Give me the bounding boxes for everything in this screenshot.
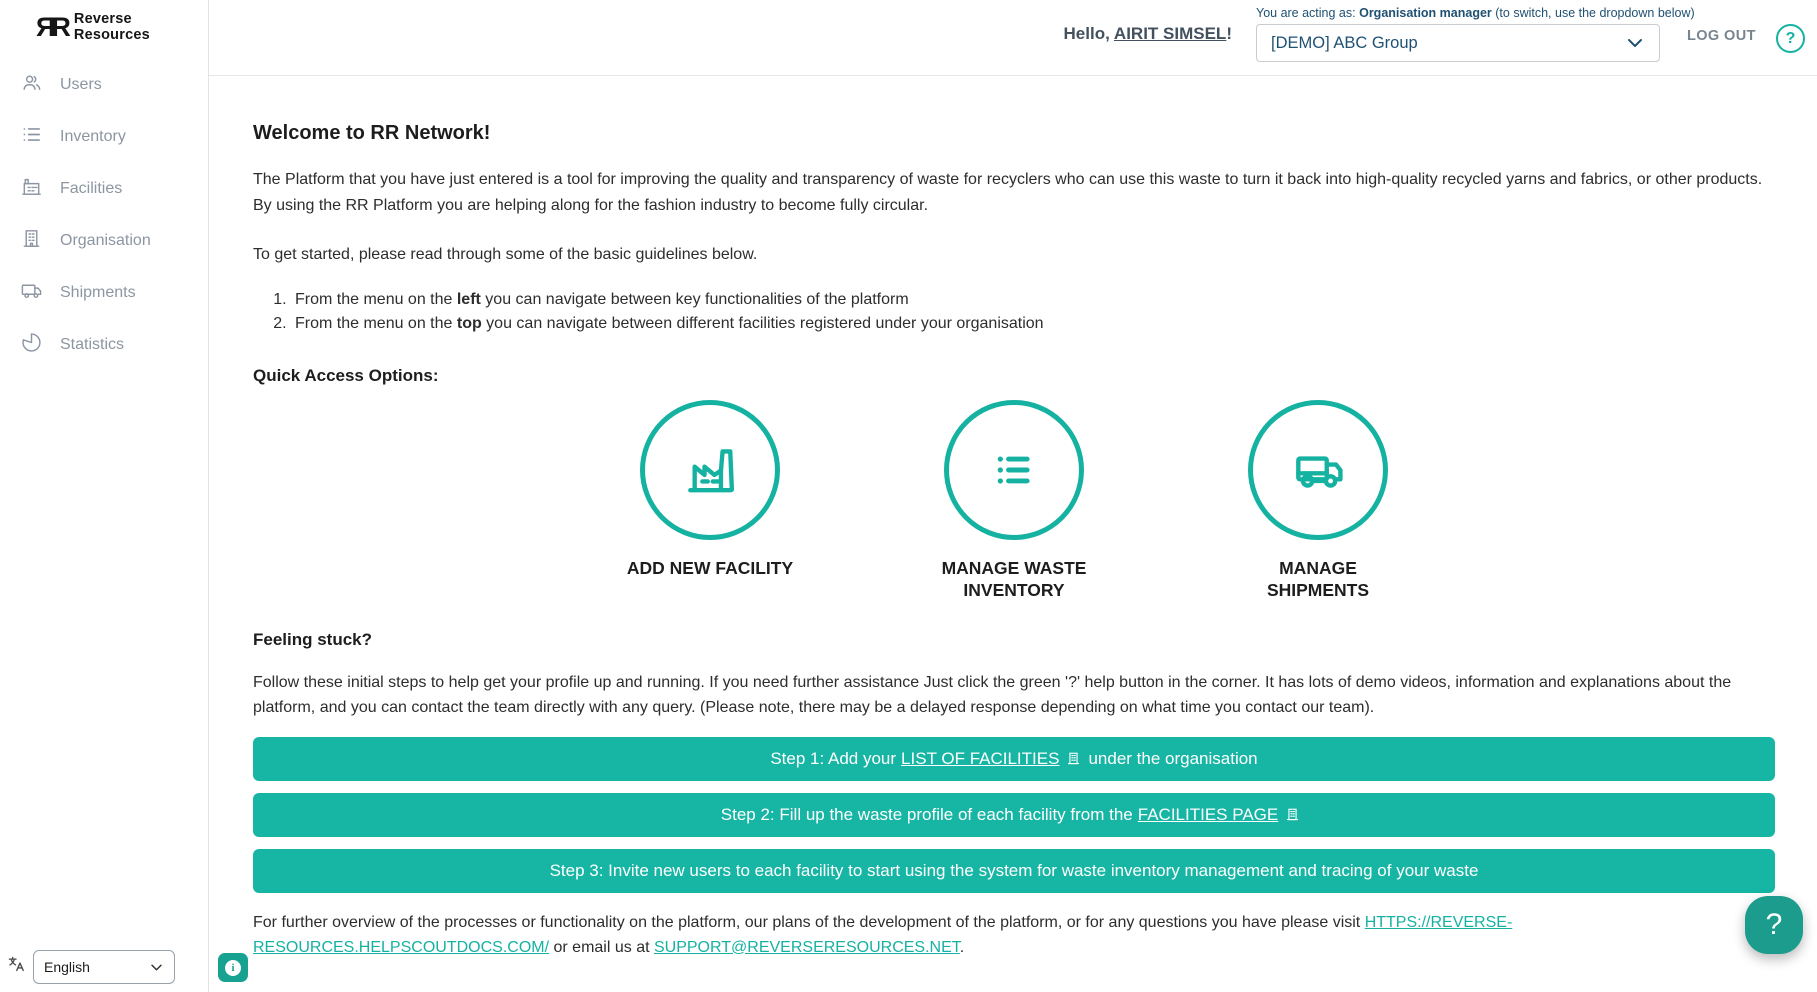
sidebar-item-facilities[interactable]	[0, 163, 208, 215]
feeling-stuck-title: Feeling stuck?	[253, 629, 373, 649]
rr-monogram-icon: ЯR	[36, 12, 67, 43]
shipments-icon	[20, 279, 43, 307]
sidebar-item-label: Inventory	[60, 128, 126, 146]
sidebar-item-label: Facilities	[60, 180, 123, 198]
sidebar-item-statistics[interactable]	[0, 319, 208, 371]
feeling-stuck-paragraph: Follow these initial steps to help get your profile up and running. If you need further assistance Just click the green '?' help button in the corner. It has lots of demo videos, information and explanations about the platform, and you can contact the team directly with any query. (Please note, there may be a delayed response depending on what time you contact our team).	[253, 673, 1732, 717]
quick-access-title: Quick Access Options:	[253, 365, 439, 385]
quick-access-label: ADD NEW FACILITY	[626, 557, 794, 578]
sidebar-item-label: Statistics	[60, 336, 125, 354]
guideline-bold: left	[456, 290, 481, 308]
acting-as-hint: (to switch, use the dropdown below)	[1491, 6, 1695, 20]
add-new-facility-card[interactable]	[580, 400, 840, 602]
guideline-text: From the menu on the	[295, 314, 457, 332]
footer-text: or email us at	[549, 938, 654, 956]
helpscout-docs-link[interactable]: HTTPS://REVERSE-RESOURCES.HELPSCOUTDOCS.COM/	[253, 913, 1513, 956]
guideline-text: you can navigate between key functionalities of the platform	[480, 290, 909, 308]
sidebar-item-organisation[interactable]	[0, 215, 208, 267]
building-icon	[1285, 807, 1300, 822]
sidebar-item-label: Users	[60, 76, 102, 94]
info-button[interactable]	[218, 953, 248, 982]
manage-waste-inventory-card[interactable]	[884, 400, 1144, 602]
list-item	[291, 288, 1775, 312]
greeting-suffix: !	[1226, 24, 1232, 43]
inventory-icon	[20, 123, 43, 151]
users-icon	[20, 71, 43, 99]
quick-access-label: MANAGE SHIPMENTS	[1266, 557, 1370, 600]
facilities-icon	[20, 175, 43, 203]
step-text: Step 1: Add your	[770, 748, 897, 768]
greeting	[1064, 24, 1232, 44]
user-name-link[interactable]: AIRIT SIMSEL	[1113, 24, 1227, 43]
footer-paragraph	[253, 911, 1775, 961]
reverse-resources-logo	[0, 0, 208, 43]
guideline-text: From the menu on the	[295, 290, 457, 308]
chevron-down-icon	[149, 960, 164, 975]
guidelines-list	[253, 288, 1775, 336]
step1-facilities-link[interactable]: LIST OF FACILITIES	[901, 748, 1060, 768]
chevron-down-icon	[1625, 33, 1645, 53]
help-icon[interactable]: ?	[1776, 24, 1805, 53]
step3-button[interactable]	[253, 849, 1775, 893]
step1-button[interactable]	[253, 737, 1775, 781]
sidebar-item-shipments[interactable]	[0, 267, 208, 319]
step2-button[interactable]	[253, 793, 1775, 837]
acting-as-prefix: You are acting as:	[1256, 6, 1360, 20]
info-icon: i	[225, 960, 241, 976]
organisation-dropdown-value: [DEMO] ABC Group	[1271, 33, 1418, 52]
factory-icon	[640, 400, 780, 540]
acting-as-label	[1256, 6, 1695, 20]
sidebar-item-label: Shipments	[60, 284, 136, 302]
translate-icon	[7, 955, 26, 979]
quick-access-row	[253, 400, 1775, 602]
sidebar-nav	[0, 59, 208, 371]
support-email-link[interactable]: SUPPORT@REVERSERESOURCES.NET	[653, 938, 960, 956]
organisation-icon	[20, 227, 43, 255]
acting-as-role: Organisation manager	[1359, 6, 1492, 20]
list-item	[291, 312, 1775, 336]
logout-button[interactable]: LOG OUT	[1687, 28, 1756, 44]
organisation-dropdown[interactable]	[1256, 24, 1660, 62]
guideline-bold: top	[456, 314, 482, 332]
sidebar-item-label: Organisation	[60, 232, 151, 250]
step-text: under the organisation	[1088, 748, 1258, 768]
manage-shipments-card[interactable]	[1188, 400, 1448, 602]
language-selected-value: English	[44, 959, 90, 975]
language-row	[0, 950, 208, 984]
footer-text: .	[959, 938, 965, 956]
logo-line2: Resources	[73, 26, 150, 43]
get-started-paragraph: To get started, please read through some of the basic guidelines below.	[253, 246, 758, 264]
step-text: Step 3: Invite new users to each facility to start using the system for waste inventory management and tracing of your waste	[549, 860, 1479, 880]
language-selector[interactable]	[33, 950, 175, 984]
top-bar	[209, 0, 1817, 76]
sidebar-item-inventory[interactable]	[0, 111, 208, 163]
guideline-text: you can navigate between different facilities registered under your organisation	[481, 314, 1044, 332]
step-text: Step 2: Fill up the waste profile of each facility from the	[720, 804, 1133, 824]
intro-paragraph: The Platform that you have just entered is a tool for improving the quality and transparency of waste for recyclers who can use this waste to turn it back into high-quality recycled yarns and fabrics, or other products. By using the RR Platform you are helping along for the fashion industry to become fully circular.	[253, 171, 1763, 214]
main-content	[209, 76, 1817, 976]
step2-facilities-page-link[interactable]: FACILITIES PAGE	[1137, 804, 1279, 824]
help-beacon-button[interactable]: ?	[1745, 896, 1803, 954]
logo-text	[74, 12, 150, 43]
sidebar-item-users[interactable]	[0, 59, 208, 111]
list-icon	[944, 400, 1084, 540]
quick-access-label: MANAGE WASTE INVENTORY	[941, 557, 1087, 600]
statistics-icon	[20, 331, 43, 359]
truck-icon	[1248, 400, 1388, 540]
acting-as-block	[1256, 6, 1695, 62]
page-title: Welcome to RR Network!	[253, 122, 491, 144]
content-column	[209, 0, 1817, 992]
steps	[253, 737, 1775, 893]
sidebar	[0, 0, 209, 992]
footer-text: For further overview of the processes or functionality on the platform, our plans of the development of the platform, or for any questions you have please visit	[253, 913, 1365, 931]
building-icon	[1066, 751, 1081, 766]
logo-line1: Reverse	[73, 11, 132, 27]
greeting-prefix: Hello,	[1063, 24, 1114, 43]
